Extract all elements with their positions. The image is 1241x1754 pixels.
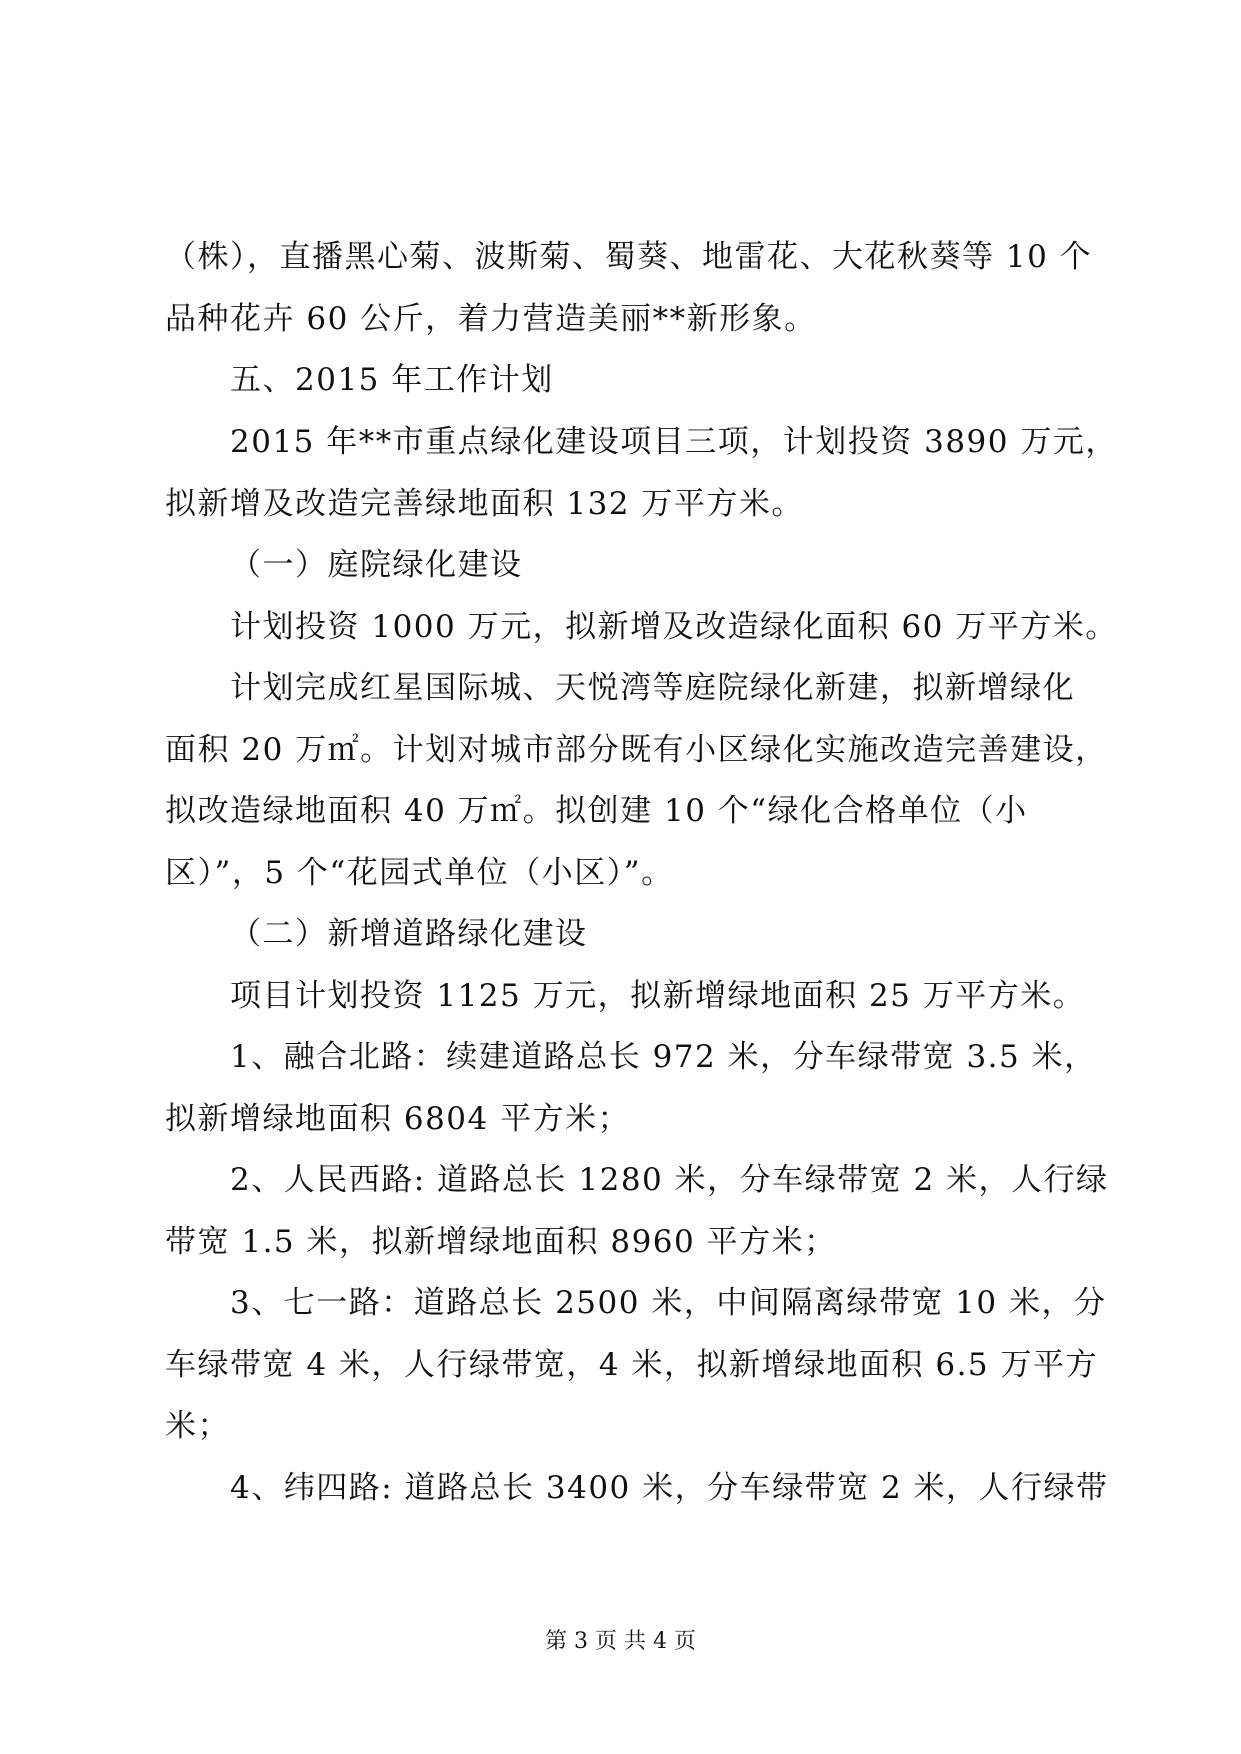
text-line: 4、纬四路: 道路总长 3400 米，分车绿带宽 2 米，人行绿带 — [230, 1470, 1109, 1506]
text-line: 2015 年**市重点绿化建设项目三项，计划投资 3890 万元， — [230, 424, 1118, 460]
text-line: 带宽 1.5 米，拟新增绿地面积 8960 平方米； — [165, 1224, 837, 1260]
page-footer: 第 3 页 共 4 页 — [545, 1629, 696, 1654]
text-line: 计划完成红星国际城、天悦湾等庭院绿化新建，拟新增绿化 — [230, 670, 1075, 706]
text-line: 3、七一路：道路总长 2500 米，中间隔离绿带宽 10 米，分 — [230, 1285, 1107, 1321]
section-heading: 五、2015 年工作计划 — [230, 362, 554, 398]
text-line: 面积 20 万㎡。计划对城市部分既有小区绿化实施改造完善建设， — [165, 732, 1108, 768]
text-line: 拟改造绿地面积 40 万㎡。拟创建 10 个“绿化合格单位（小 — [165, 793, 1028, 829]
text-line: 项目计划投资 1125 万元，拟新增绿地面积 25 万平方米。 — [230, 978, 1086, 1014]
text-line: 计划投资 1000 万元，拟新增及改造绿化面积 60 万平方米。 — [230, 609, 1118, 645]
text-line: （株），直播黑心菊、波斯菊、蜀葵、地雷花、大花秋葵等 10 个 — [165, 239, 1093, 275]
text-line: 品种花卉 60 公斤，着力营造美丽**新形象。 — [165, 301, 817, 337]
text-line: 拟新增及改造完善绿地面积 132 万平方米。 — [165, 486, 804, 522]
text-line: 拟新增绿地面积 6804 平方米； — [165, 1101, 631, 1137]
text-line: 车绿带宽 4 米，人行绿带宽，4 米，拟新增绿地面积 6.5 万平方 — [165, 1347, 1099, 1383]
text-line: 1、融合北路：续建道路总长 972 米，分车绿带宽 3.5 米， — [230, 1039, 1097, 1075]
subsection-heading: （二）新增道路绿化建设 — [230, 916, 588, 952]
subsection-heading: （一）庭院绿化建设 — [230, 547, 523, 583]
text-line: 米； — [165, 1408, 230, 1444]
text-line: 2、人民西路: 道路总长 1280 米，分车绿带宽 2 米，人行绿 — [230, 1162, 1109, 1198]
text-line: 区）”，5 个“花园式单位（小区）”。 — [165, 855, 674, 891]
